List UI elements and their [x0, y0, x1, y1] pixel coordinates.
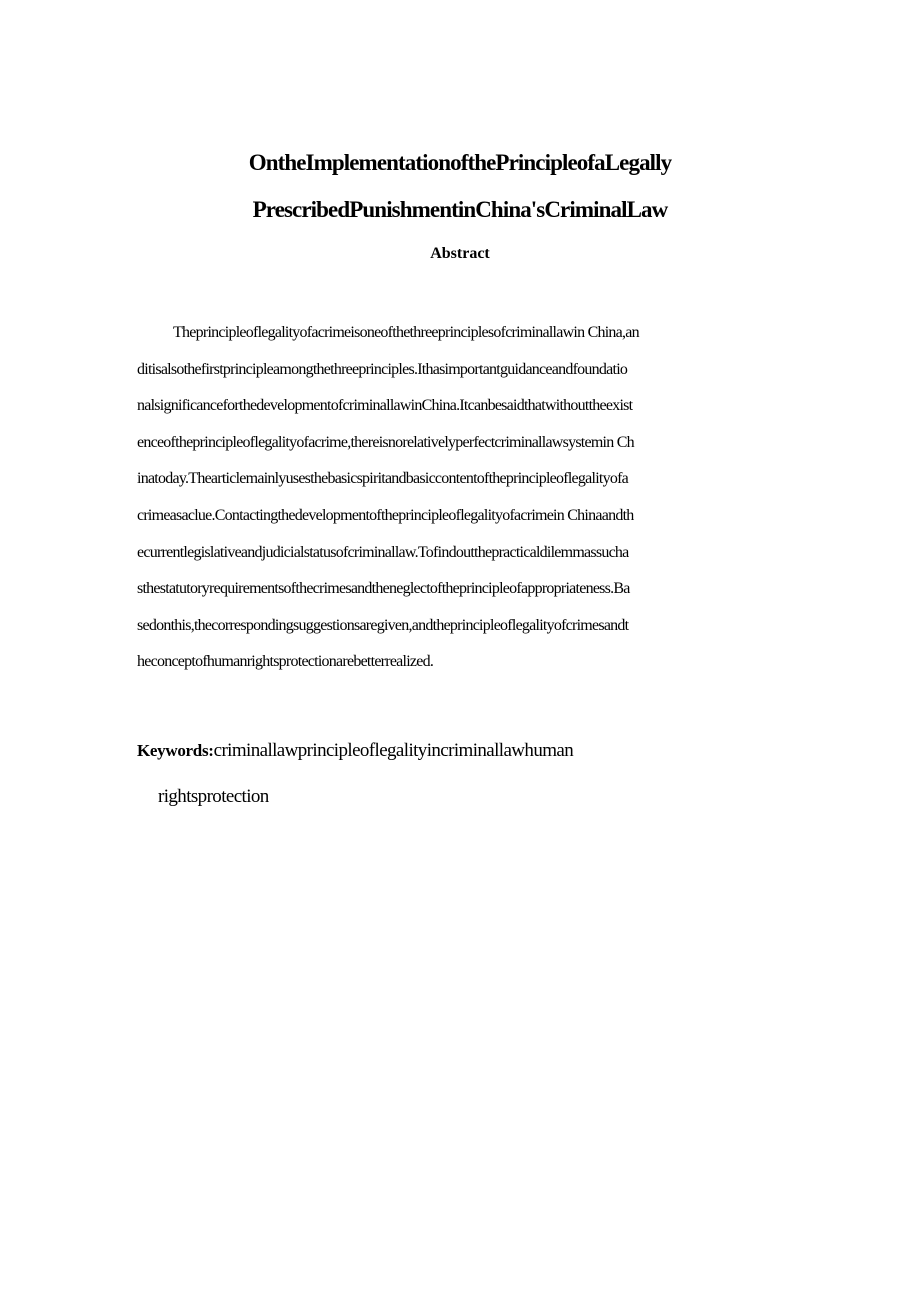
abstract-line: sthestatutoryrequirementsofthecrimesandtheneglectoftheprincipleofappropriateness.Ba [137, 580, 630, 598]
keywords-section [137, 728, 787, 820]
keywords-text-2: rightsprotection [158, 786, 269, 807]
abstract-line: inatoday.Thearticlemainlyusesthebasicspiritandbasiccontentoftheprincipleoflegalityofa [137, 470, 629, 488]
abstract-heading: Abstract [430, 245, 490, 262]
abstract-line: heconceptofhumanrightsprotectionarebetterrealized. [137, 653, 434, 671]
abstract-line: nalsignificanceforthedevelopmentofcriminallawinChina.Itcanbesaidthatwithouttheexist [137, 397, 633, 415]
abstract-line: enceoftheprincipleoflegalityofacrime,thereisnorelativelyperfectcriminallawsystemin Ch [137, 433, 634, 451]
abstract-line: Theprincipleoflegalityofacrimeisoneofthethreeprinciplesofcriminallawin China,an [173, 324, 639, 341]
keywords-line-1 [137, 728, 787, 774]
document-title-line-1: OntheImplementationofthePrincipleofaLegally [248, 150, 672, 175]
abstract-body [137, 315, 787, 681]
keywords-text-1: criminallawprincipleoflegalityincriminallawhuman [213, 740, 574, 761]
keywords-label: Keywords: [137, 741, 214, 760]
abstract-line: crimeasaclue.Contactingthedevelopmentoftheprincipleoflegalityofacrimein Chinaandth [137, 506, 634, 524]
abstract-line: ditisalsothefirstprincipleamongthethreeprinciples.Ithasimportantguidanceandfoundatio [137, 360, 628, 378]
document-title-line-2: PrescribedPunishmentinChina'sCriminalLaw [252, 197, 668, 222]
abstract-line: sedonthis,thecorrespondingsuggestionsaregiven,andtheprincipleoflegalityofcrimesandt [137, 616, 629, 634]
abstract-line: ecurrentlegislativeandjudicialstatusofcriminallaw.Tofindoutthepracticaldilemmassucha [137, 543, 629, 561]
